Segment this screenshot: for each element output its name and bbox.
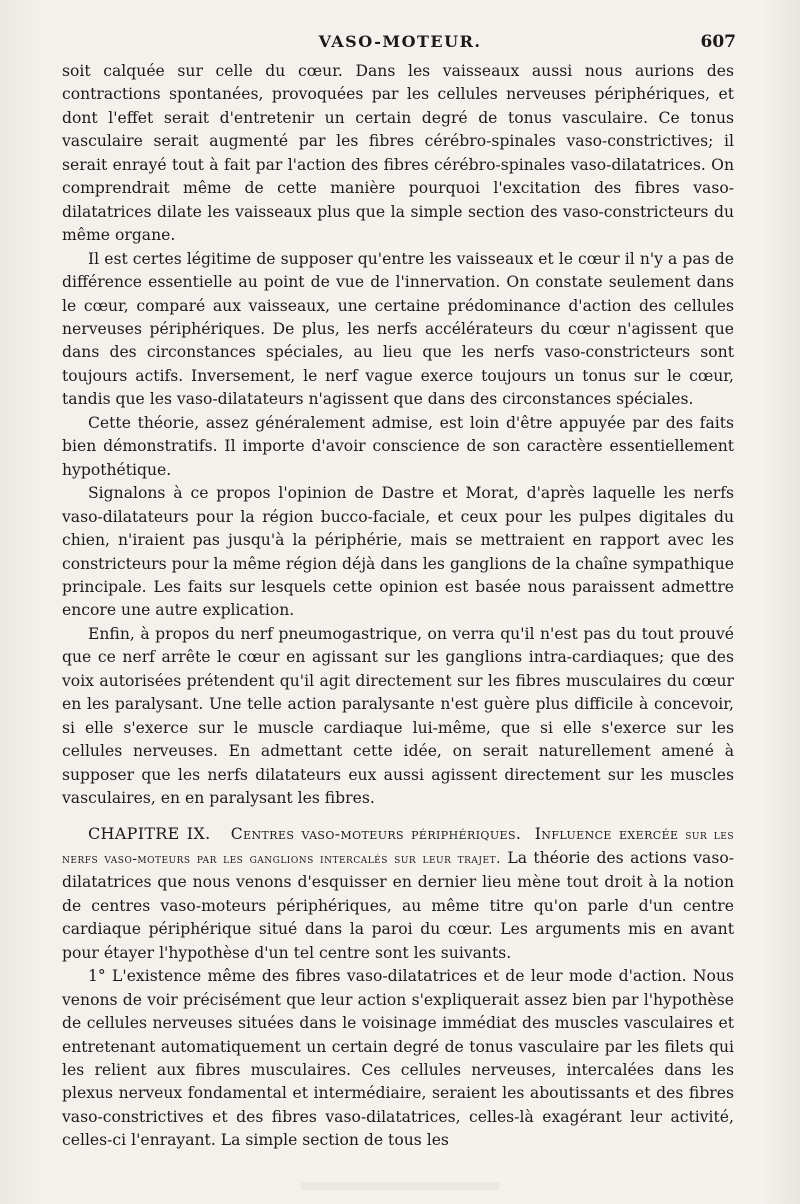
page-number: 607 (700, 32, 736, 52)
paragraph: 1° L'existence même des fibres vaso-dilatatrices et de leur mode d'action. Nous venons de voir précisément que leur action s'expliquerait assez bien par l'hypothèse de cellules nerveuses situées dans le voisinage immédiat des muscles vasculaires et entretenant automatiquement un certain degré de tonus vasculaire par les filets qui les relient aux fibres musculaires. Ces cellules nerveuses, intercalées dans les plexus nerveux fondamental et intermédiaire, seraient les aboutissants et des fibres vaso-constrictives et des fibres vaso-dilatatrices, celles-là exagérant leur activité, celles-ci l'enrayant. La simple section de tous les (62, 967, 734, 1150)
paragraph: Enfin, à propos du nerf pneumogastrique, on verra qu'il n'est pas du tout prouvé que ce nerf arrête le cœur en agissant sur les ganglions intra-cardiaques; que des voix autorisées prétendent qu'il agit directement sur les fibres musculaires du cœur en les paralysant. Une telle action paralysante n'est guère plus difficile à concevoir, si elle s'exerce sur le muscle cardiaque lui-même, que si elle s'exerce sur les cellules nerveuses. En admettant cette idée, on serait naturellement amené à supposer que les nerfs dilatateurs eux aussi agissent directement sur les muscles vasculaires, en en paralysant les fibres. (62, 624, 734, 808)
chapter-heading (62, 822, 734, 966)
chapter-text: La théorie des actions vaso-dilatatrices que nous venons d'esquisser en dernier lieu mène tout droit à la notion de centres vaso-moteurs périphériques, au même titre qu'on parle d'un centre cardiaque périphérique situé dans la paroi du cœur. Les arguments mis en avant pour étayer l'hypothèse d'un tel centre sont les suivants. (62, 848, 734, 962)
paragraph: Signalons à ce propos l'opinion de Dastre et Morat, d'après laquelle les nerfs vaso-dilatateurs pour la région bucco-faciale, et ceux pour les pulpes digitales du chien, n'iraient pas jusqu'à la périphérie, mais se mettraient en rapport avec les constricteurs pour la même région déjà dans les ganglions de la chaîne sympathique principale. Les faits sur lesquels cette opinion est basée nous paraissent admettre encore une autre explication. (62, 484, 734, 620)
paragraph: Cette théorie, assez généralement admise, est loin d'être appuyée par des faits bien démonstratifs. Il importe d'avoir conscience de son caractère essentiellement hypothétique. (62, 413, 734, 479)
body-text (62, 60, 734, 1153)
running-title: VASO-MOTEUR. (318, 32, 482, 51)
paragraph-continued: soit calquée sur celle du cœur. Dans les vaisseaux aussi nous aurions des contractions spontanées, provoquées par les cellules nerveuses périphériques, et dont l'effet serait d'entretenir un certain degré de tonus vasculaire. Ce tonus vasculaire serait augmenté par les fibres cérébro-spinales vaso-constrictives; il serait enrayé tout à fait par l'action des fibres cérébro-spinales vaso-dilatatrices. On comprendrait même de cette manière pourquoi l'excitation des fibres vaso-dilatatrices dilate les vaisseaux plus que la simple section des vaso-constricteurs du même organe. (62, 62, 734, 245)
page-smudge (300, 1182, 500, 1190)
chapter-title: sur les nerfs vaso-moteurs par les ganglions intercalés sur leur trajet. (62, 826, 735, 867)
running-header (60, 32, 740, 56)
chapter-title: Influence exercée (534, 824, 679, 843)
chapter-title: Centres vaso-moteurs périphériques. (230, 824, 522, 843)
paragraph: Il est certes légitime de supposer qu'entre les vaisseaux et le cœur il n'y a pas de différence essentielle au point de vue de l'innervation. On constate seulement dans le cœur, comparé aux vaisseaux, une certaine prédominance d'action des cellules nerveuses périphériques. De plus, les nerfs accélérateurs du cœur n'agissent que dans des circonstances spéciales, au lieu que les nerfs vaso-constricteurs sont toujours actifs. Inversement, le nerf vague exerce toujours un tonus sur le cœur, tandis que les vaso-dilatateurs n'agissent que dans des circonstances spéciales. (62, 249, 734, 409)
chapter-number: CHAPITRE IX. (88, 823, 211, 843)
